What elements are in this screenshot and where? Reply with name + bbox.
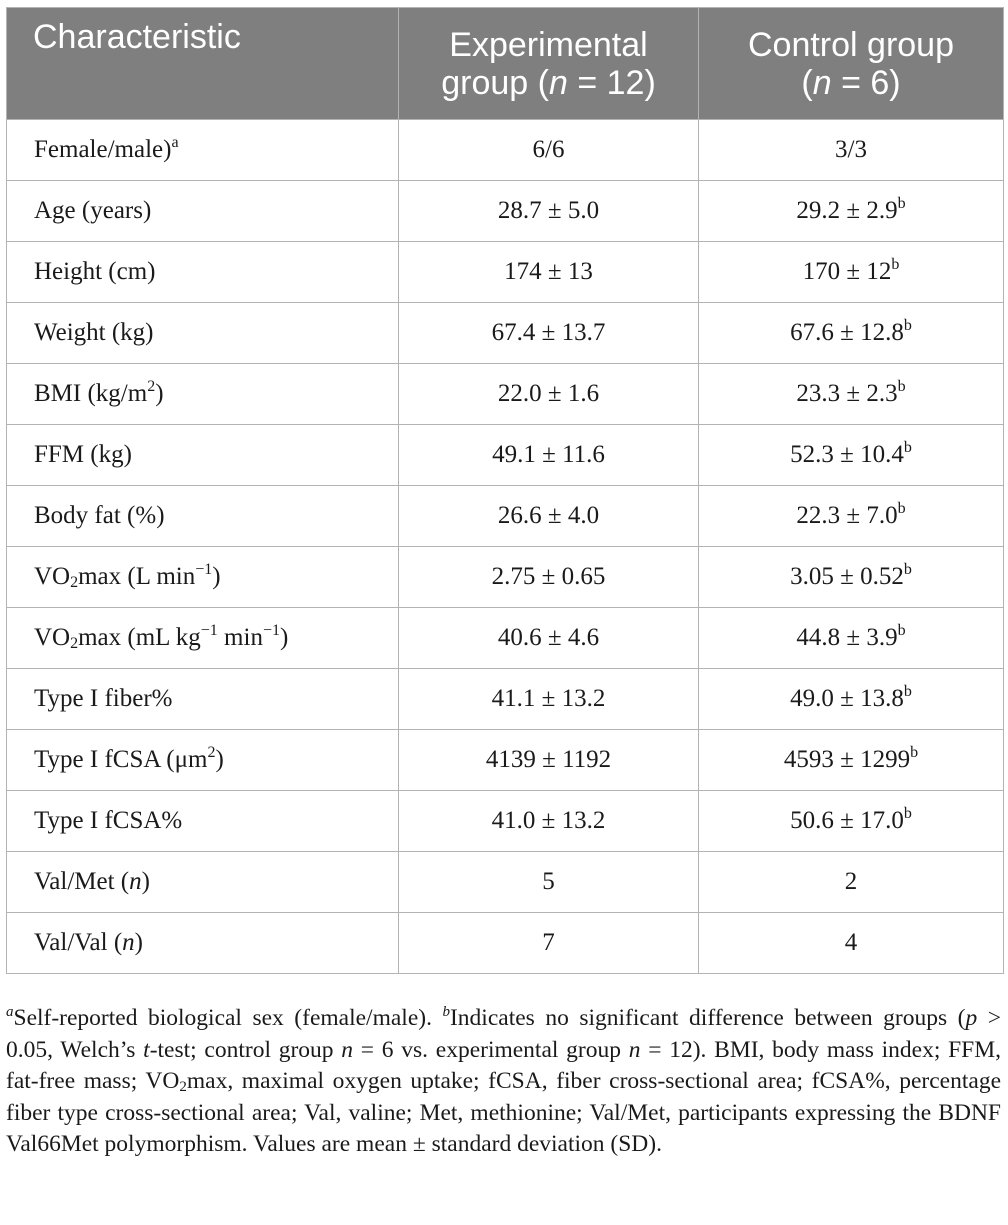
experimental-value: 174 ± 13 [399,242,699,303]
footnote-mark-b: b [442,1004,450,1020]
control-value: 23.3 ± 2.3$^b$ [699,364,1004,425]
control-value: 49.0 ± 13.8$^b$ [699,669,1004,730]
row-label: Val/Val (n) [7,913,399,974]
experimental-value: 28.7 ± 5.0 [399,181,699,242]
table-row [7,425,1004,486]
header-experimental-n: n [548,63,568,102]
table-row [7,303,1004,364]
experimental-value: 7 [399,913,699,974]
table-row [7,242,1004,303]
row-label: Height (cm) [7,242,399,303]
row-label: $VO_2\max$ (L $\min^{-1}$) [7,547,399,608]
header-experimental-group [399,8,699,120]
table-row [7,364,1004,425]
experimental-value: 4139 ± 1192 [399,730,699,791]
row-label: Age (years) [7,181,399,242]
header-experimental-line1: Experimental [449,25,648,64]
table-row [7,852,1004,913]
header-experimental-line2-prefix: group ( [441,63,549,102]
table-row [7,120,1004,181]
table-row [7,486,1004,547]
table-row [7,913,1004,974]
experimental-value: 6/6 [399,120,699,181]
header-control-line1: Control group [747,25,954,64]
row-label: BMI $(kg/m^2)$ [7,364,399,425]
header-characteristic [7,8,399,120]
experimental-value: 67.4 ± 13.7 [399,303,699,364]
experimental-value: 41.1 ± 13.2 [399,669,699,730]
table-body [7,120,1004,974]
control-value: 3.05 ± 0.52$^b$ [699,547,1004,608]
table-row [7,730,1004,791]
experimental-value: 26.6 ± 4.0 [399,486,699,547]
table-header [7,8,1004,120]
header-control-group [699,8,1004,120]
control-value: 3/3 [699,120,1004,181]
control-value: 22.3 ± 7.0$^b$ [699,486,1004,547]
header-characteristic-label: Characteristic [33,18,241,56]
table-row [7,181,1004,242]
characteristics-table [6,7,1004,974]
control-value: 67.6 ± 12.8$^b$ [699,303,1004,364]
header-control-line2-suffix: = 6) [831,63,901,102]
table-footnote: $^a$Self-reported biological sex (female/male). $^b$Indicates no significant difference between groups (p > 0.05, Welch’s t-test; control group n = 6 vs. experimental group n = 12). BMI, body mass index; FFM, fat-free mass; $VO_2\max$, maximal oxygen uptake; fCSA, fiber cross-sectional area; fCSA%, percentage fiber type cross-sectional area; Val, valine; Met, methionine; Val/Met, participants expressing the BDNF Val66Met polymorphism. Values are mean ± standard deviation (SD). [6,1004,1002,1158]
table-row [7,791,1004,852]
control-value: $170 \pm 12^b$ [699,242,1004,303]
row-label: Type I fCSA% [7,791,399,852]
footnote-mark-a: a [6,1004,14,1020]
header-control-line2-prefix: ( [801,63,813,102]
control-value: 44.8 ± 3.9$^b$ [699,608,1004,669]
control-value: 2 [699,852,1004,913]
row-label: Type I fCSA $(\mu m^2)$ [7,730,399,791]
control-value: 29.2 ± 2.9$^b$ [699,181,1004,242]
experimental-value: 2.75 ± 0.65 [399,547,699,608]
header-experimental-line2-suffix: = 12) [567,63,656,102]
row-label: Weight (kg) [7,303,399,364]
row-label: Val/Met (n) [7,852,399,913]
experimental-value: 22.0 ± 1.6 [399,364,699,425]
row-label: Type I fiber% [7,669,399,730]
experimental-value: 5 [399,852,699,913]
experimental-value: 41.0 ± 13.2 [399,791,699,852]
table-row [7,547,1004,608]
row-label: FFM (kg) [7,425,399,486]
row-label: $VO_2\max$ (mL $kg^{-1}$ $\min^{-1}$) [7,608,399,669]
experimental-value: 40.6 ± 4.6 [399,608,699,669]
control-value: 50.6 ± 17.0$^b$ [699,791,1004,852]
control-value: 52.3 ± 10.4$^b$ [699,425,1004,486]
table-row [7,608,1004,669]
control-value: $4593 \pm 1299^b$ [699,730,1004,791]
experimental-value: 49.1 ± 11.6 [399,425,699,486]
row-label: Female/male)$^a$ [7,120,399,181]
row-label: Body fat (%) [7,486,399,547]
control-value: 4 [699,913,1004,974]
header-control-n: n [812,63,832,102]
table-row [7,669,1004,730]
